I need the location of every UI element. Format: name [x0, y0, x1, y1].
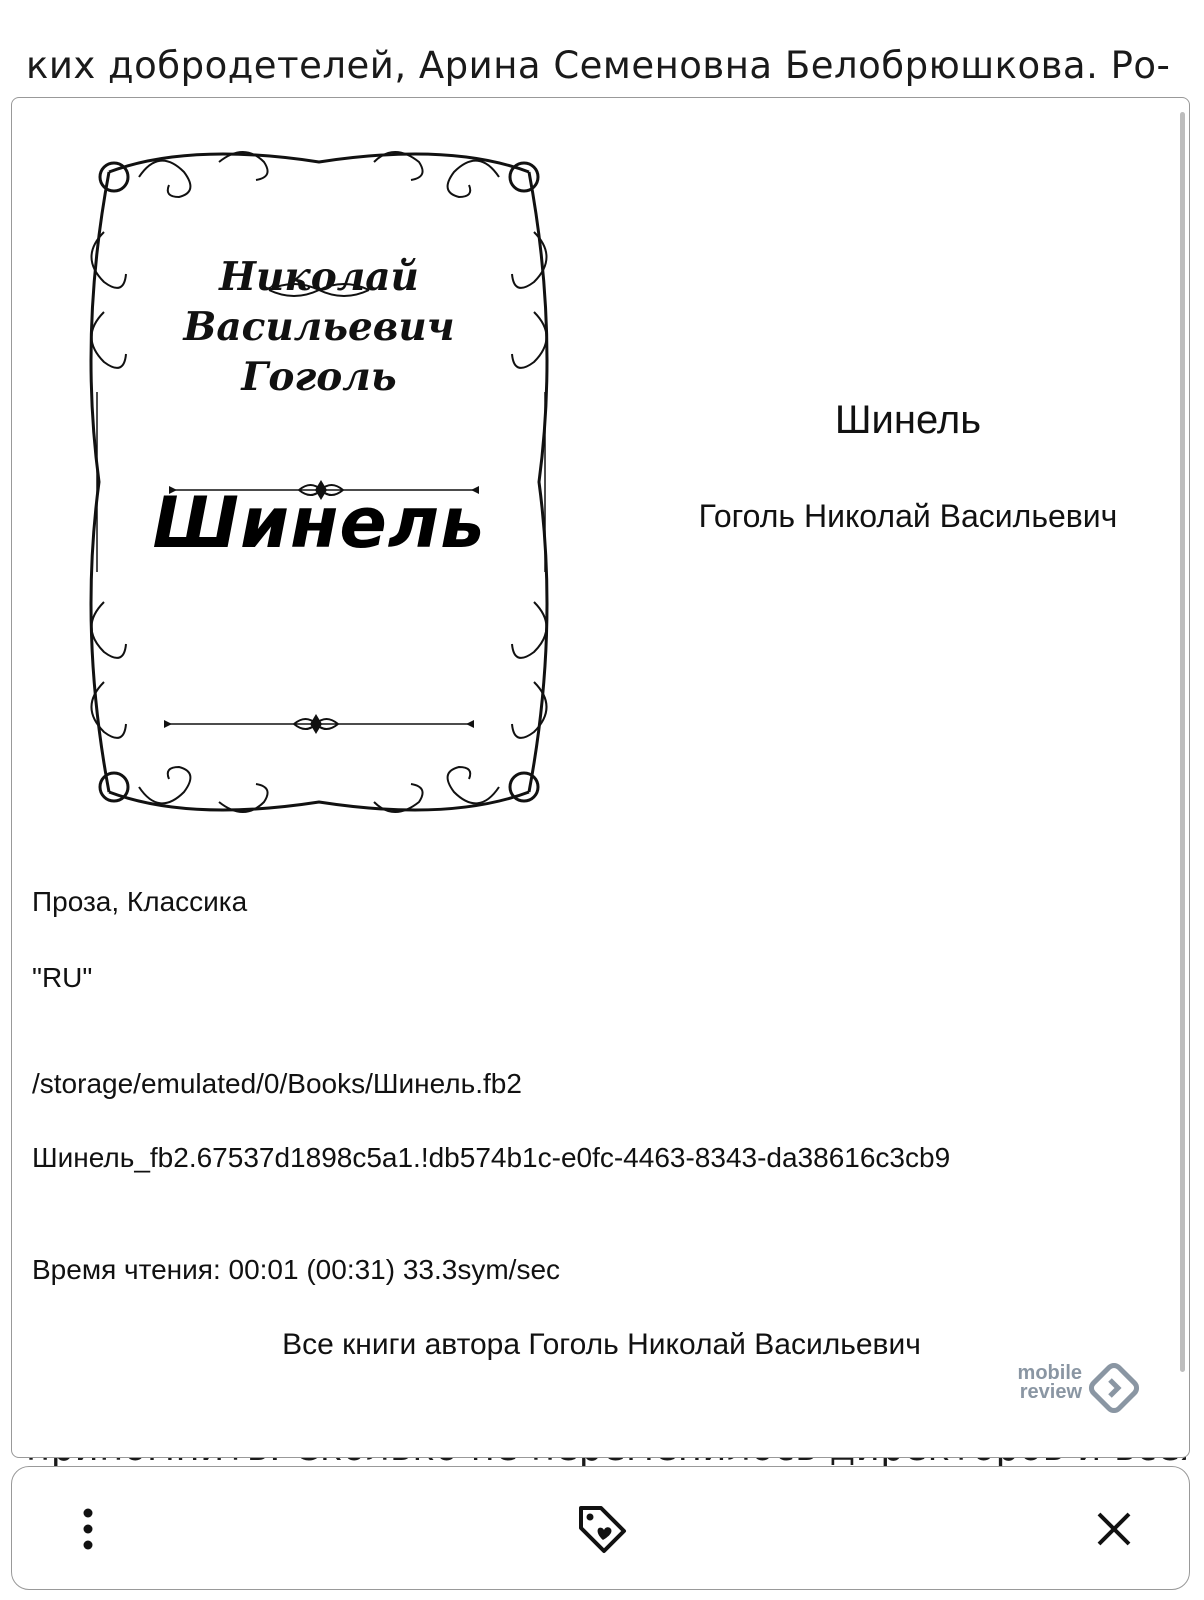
close-button[interactable] [1082, 1497, 1146, 1561]
book-cover [69, 132, 569, 832]
cover-author-line-3: Гоголь [241, 354, 397, 400]
watermark-line-2: review [1019, 1381, 1082, 1403]
cover-author-line-2: Васильевич [183, 304, 455, 350]
watermark-line-1: mobile [1017, 1362, 1082, 1384]
book-title: Шинель [834, 398, 982, 442]
cover-author [69, 252, 569, 402]
more-menu-button[interactable] [56, 1497, 120, 1561]
watermark-text [1000, 1364, 1082, 1402]
cover-author-line-1: Николай [219, 254, 419, 300]
close-icon [1094, 1509, 1134, 1549]
book-author[interactable]: Гоголь Николай Васильевич [698, 498, 1118, 534]
book-file-id: Шинель_fb2.67537d1898c5a1.!db574b1c-e0fc-4463-8343-da38616c3cb9 [32, 1142, 951, 1173]
book-genres: Проза, Классика [32, 886, 248, 917]
book-info-dialog [11, 97, 1190, 1458]
watermark-diamond-icon [1086, 1360, 1142, 1416]
tag-button[interactable] [570, 1497, 634, 1561]
watermark-logo [1000, 1360, 1150, 1420]
bottom-toolbar [11, 1466, 1190, 1590]
tag-heart-icon [575, 1502, 629, 1556]
cover-title: Шинель [152, 482, 486, 564]
all-books-by-author-link[interactable]: Все книги автора Гоголь Николай Васильевич [282, 1328, 921, 1361]
book-language: "RU" [32, 962, 93, 993]
more-vertical-icon [78, 1507, 98, 1551]
reading-time: Время чтения: 00:01 (00:31) 33.3sym/sec [32, 1254, 561, 1285]
scrollbar[interactable] [1180, 112, 1185, 1372]
reader-text-top-line: ких добродетелей, Арина Семеновна Белобрюшкова. Ро- [26, 44, 1171, 87]
book-file-path: /storage/emulated/0/Books/Шинель.fb2 [32, 1068, 522, 1099]
